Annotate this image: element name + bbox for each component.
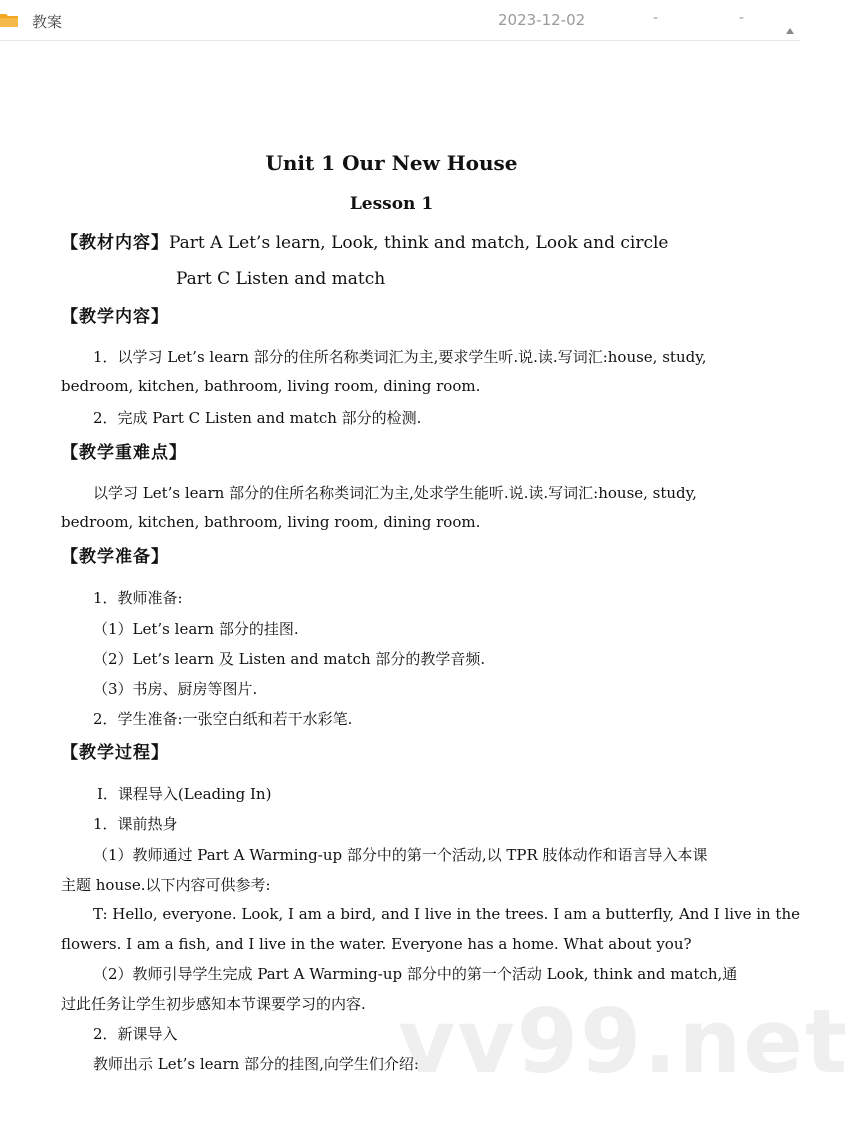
lesson-subtitle: Lesson 1 xyxy=(349,194,434,214)
process-step-I: Ⅰ．课程导入(Leading In) xyxy=(97,785,272,803)
document-title: Unit 1 Our New House xyxy=(265,151,518,175)
material-heading: 【教材内容】 xyxy=(61,233,169,253)
process-step-1-2b: 过此任务让学生初步感知本节课要学习的内容. xyxy=(61,995,366,1013)
prep-item-1-2: （2）Let’s learn 及 Listen and match 部分的教学音频. xyxy=(93,650,486,668)
content-item-1a: 1．以学习 Let’s learn 部分的住所名称类词汇为主,要求学生听.说.读.写词汇:house, study, xyxy=(93,348,707,366)
content-item-1b: bedroom, kitchen, bathroom, living room, dining room. xyxy=(61,377,481,395)
window-control-2[interactable]: - xyxy=(739,10,745,26)
date-label: 2023-12-02 xyxy=(498,11,586,29)
scrollbar[interactable] xyxy=(783,40,797,1137)
prep-item-1-3: （3）书房、厨房等图片. xyxy=(93,680,258,698)
watermark-text: vv99.net xyxy=(398,990,849,1093)
document-name: 教案 xyxy=(32,13,63,31)
process-step-1-2a: （2）教师引导学生完成 Part A Warming-up 部分中的第一个活动 Look, think and match,通 xyxy=(93,965,738,983)
process-step-2: 2．新课导入 xyxy=(93,1025,178,1043)
prep-item-1: 1．教师准备: xyxy=(93,589,183,607)
prep-item-2: 2．学生准备:一张空白纸和若干水彩笔. xyxy=(93,710,353,728)
process-step-1: 1．课前热身 xyxy=(93,815,178,833)
keypoints-line-a: 以学习 Let’s learn 部分的住所名称类词汇为主,处求学生能听.说.读.写词汇:house, study, xyxy=(93,484,697,502)
prep-heading: 【教学准备】 xyxy=(61,547,169,567)
content-heading: 【教学内容】 xyxy=(61,307,169,327)
process-step-1-1a: （1）教师通过 Part A Warming-up 部分中的第一个活动,以 TPR 肢体动作和语言导入本课 xyxy=(93,846,708,864)
material-line-1: Part A Let’s learn, Look, think and match, Look and circle xyxy=(169,233,669,253)
process-step-1-1b: 主题 house.以下内容可供参考: xyxy=(61,876,271,894)
process-heading: 【教学过程】 xyxy=(61,743,169,763)
material-line-2: Part C Listen and match xyxy=(176,269,386,289)
document-page xyxy=(0,41,800,1137)
process-step-2-text: 教师出示 Let’s learn 部分的挂图,向学生们介绍: xyxy=(93,1055,419,1073)
scroll-up-arrow-icon[interactable] xyxy=(786,28,794,34)
dialog-line-b: flowers. I am a fish, and I live in the water. Everyone has a home. What about you? xyxy=(61,935,692,953)
keypoints-heading: 【教学重难点】 xyxy=(61,443,187,463)
window-control-1[interactable]: - xyxy=(653,10,659,26)
content-item-2: 2．完成 Part C Listen and match 部分的检测. xyxy=(93,409,422,427)
prep-item-1-1: （1）Let’s learn 部分的挂图. xyxy=(93,620,299,638)
dialog-line-a: T: Hello, everyone. Look, I am a bird, and I live in the trees. I am a butterfly, And I live in the xyxy=(93,905,800,923)
title-bar xyxy=(0,0,800,41)
folder-icon xyxy=(0,12,18,27)
keypoints-line-b: bedroom, kitchen, bathroom, living room, dining room. xyxy=(61,513,481,531)
material-row xyxy=(61,228,669,253)
